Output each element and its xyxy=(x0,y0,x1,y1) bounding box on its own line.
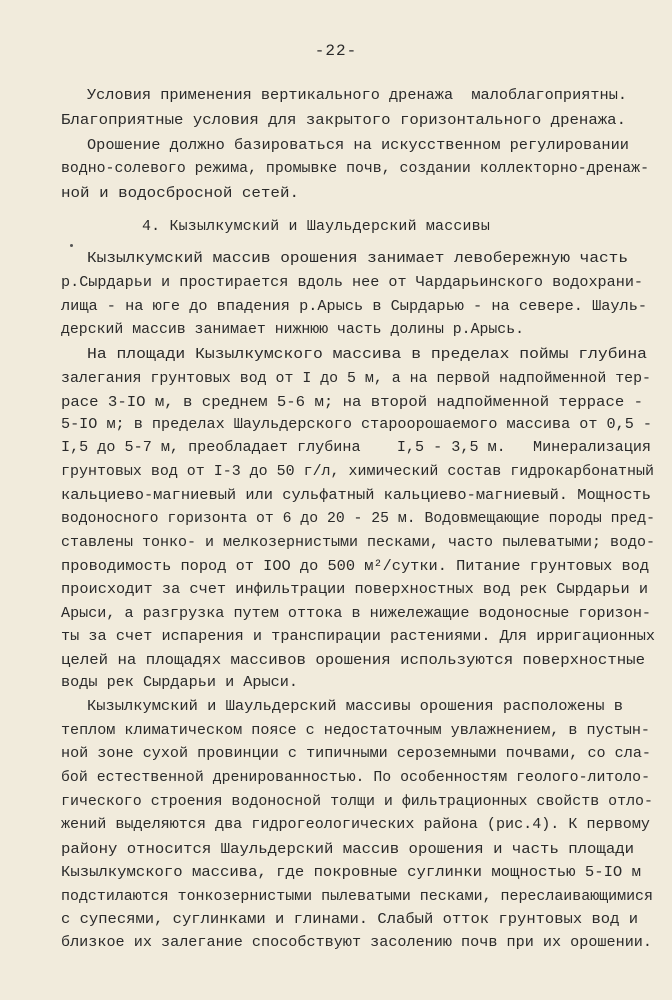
text-line: р.Сырдарьи и простирается вдоль нее от Чардарьинского водохрани- xyxy=(61,274,643,291)
text-line: воды рек Сырдарьи и Арыси. xyxy=(61,674,298,691)
text-line: Кызылкумский и Шаульдерский массивы орошения расположены в xyxy=(87,698,623,715)
text-line: теплом климатическом поясе с недостаточным увлажнением, в пустын- xyxy=(61,722,650,739)
text-line: залегания грунтовых вод от I до 5 м, а на первой надпойменной тер- xyxy=(61,370,651,387)
text-line: дерский массив занимает нижнюю часть долины р.Арысь. xyxy=(61,321,524,338)
text-line: Арыси, а разгрузка путем оттока в нижележащие водоносные горизон- xyxy=(61,605,651,622)
text-line: водно-солевого режима, промывке почв, создании коллекторно-дренаж- xyxy=(61,160,649,177)
text-line: ной зоне сухой провинции с типичными сероземными почвами, со сла- xyxy=(61,745,651,762)
text-line: лища - на юге до впадения р.Арысь в Сырдарью - на севере. Шауль- xyxy=(61,298,647,315)
text-line: происходит за счет инфильтрации поверхностных вод рек Сырдарьи и xyxy=(61,581,648,598)
text-line: с супесями, суглинками и глинами. Слабый отток грунтовых вод и xyxy=(61,911,638,928)
text-line: Благоприятные условия для закрытого горизонтального дренажа. xyxy=(61,112,626,129)
text-line: целей на площадях массивов орошения используются поверхностные xyxy=(61,652,645,669)
text-line: Орошение должно базироваться на искусственном регулировании xyxy=(87,137,629,154)
text-line: близкое их залегание способствуют засолению почв при их орошении. xyxy=(61,934,652,951)
text-line: 5-IO м; в пределах Шаульдерского староорошаемого массива от 0,5 - xyxy=(61,416,652,433)
text-line: проводимость пород от IOO до 500 м²/сутки. Питание грунтовых вод xyxy=(61,558,649,575)
text-line: Кызылкумский массив орошения занимает левобережную часть xyxy=(87,250,628,267)
text-line: ставлены тонко- и мелкозернистыми песками, часто пылеватыми; водо- xyxy=(61,534,655,551)
text-line: подстилаются тонкозернистыми пылеватыми песками, переслаивающимися xyxy=(61,888,653,905)
text-line: Условия применения вертикального дренажа малоблагоприятны. xyxy=(87,87,627,104)
text-line: кальциево-магниевый или сульфатный кальциево-магниевый. Мощность xyxy=(61,487,651,504)
text-line: бой естественной дренированностью. По особенностям геолого-литоло- xyxy=(61,769,650,786)
text-line: гического строения водоносной толщи и фильтрационных свойств отло- xyxy=(61,793,653,810)
text-line: жений выделяются два гидрогеологических района (рис.4). К первому xyxy=(61,816,650,833)
section-heading: 4. Кызылкумский и Шаульдерский массивы xyxy=(142,218,490,235)
text-line: расе 3-IO м, в среднем 5-6 м; на второй надпойменной террасе - xyxy=(61,394,643,411)
text-line: На площади Кызылкумского массива в пределах поймы глубина xyxy=(87,346,647,363)
text-line: ной и водосбросной сетей. xyxy=(61,185,299,202)
text-line: грунтовых вод от I-3 до 50 г/л, химический состав гидрокарбонатный xyxy=(61,463,654,480)
ink-speck xyxy=(70,244,73,247)
text-line: Кызылкумского массива, где покровные суглинки мощностью 5-IO м xyxy=(61,864,641,881)
text-line: водоносного горизонта от 6 до 20 - 25 м. Водовмещающие породы пред- xyxy=(61,510,655,527)
text-line: I,5 до 5-7 м, преобладает глубина I,5 - 3,5 м. Минерализация xyxy=(61,439,651,456)
text-line: району относится Шаульдерский массив орошения и часть площади xyxy=(61,841,634,858)
page-number: -22- xyxy=(314,42,358,60)
text-line: ты за счет испарения и транспирации растениями. Для ирригационных xyxy=(61,628,655,645)
